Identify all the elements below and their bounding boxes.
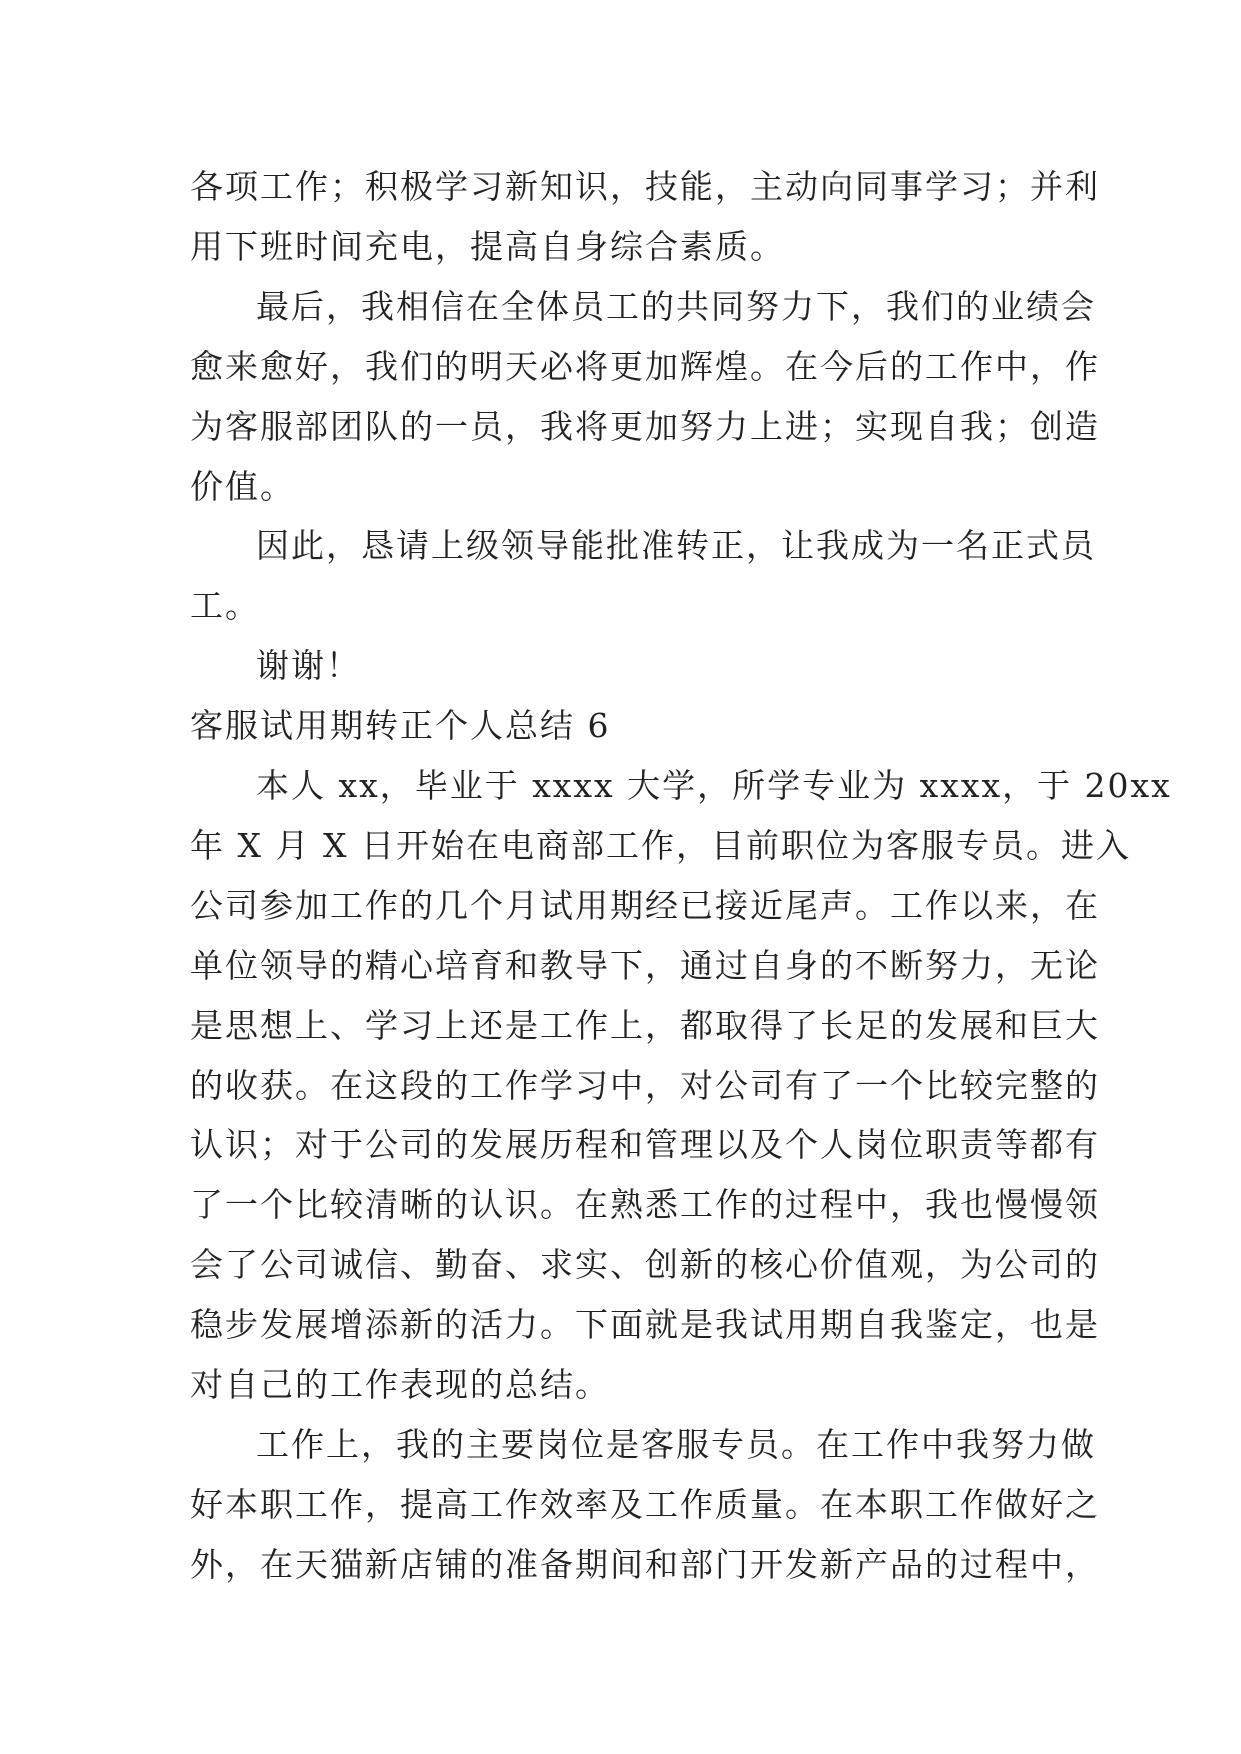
text-line: 公司参加工作的几个月试用期经已接近尾声。工作以来，在	[190, 886, 1100, 925]
text-line: 年 X 月 X 日开始在电商部工作，目前职位为客服专员。进入	[190, 826, 1131, 865]
text-line: 谢谢！	[256, 646, 361, 685]
text-line: 工作上，我的主要岗位是客服专员。在工作中我努力做	[256, 1425, 1096, 1464]
text-line: 愈来愈好，我们的明天必将更加辉煌。在今后的工作中，作	[190, 347, 1100, 386]
text-line: 因此，恳请上级领导能批准转正，让我成为一名正式员	[256, 526, 1096, 565]
text-line: 了一个比较清晰的认识。在熟悉工作的过程中，我也慢慢领	[190, 1185, 1100, 1224]
text-line: 认识；对于公司的发展历程和管理以及个人岗位职责等都有	[190, 1125, 1100, 1164]
text-line: 最后，我相信在全体员工的共同努力下，我们的业绩会	[256, 287, 1096, 326]
text-line: 是思想上、学习上还是工作上，都取得了长足的发展和巨大	[190, 1006, 1100, 1045]
text-line: 的收获。在这段的工作学习中，对公司有了一个比较完整的	[190, 1066, 1100, 1105]
text-line: 单位领导的精心培育和教导下，通过自身的不断努力，无论	[190, 946, 1100, 985]
text-line: 价值。	[190, 467, 295, 506]
text-line: 外，在天猫新店铺的准备期间和部门开发新产品的过程中，	[190, 1545, 1100, 1584]
text-line: 好本职工作，提高工作效率及工作质量。在本职工作做好之	[190, 1485, 1100, 1524]
section-heading: 客服试用期转正个人总结 6	[190, 706, 611, 745]
text-line: 稳步发展增添新的活力。下面就是我试用期自我鉴定，也是	[190, 1305, 1100, 1344]
text-line: 为客服部团队的一员，我将更加努力上进；实现自我；创造	[190, 407, 1100, 446]
text-line: 本人 xx，毕业于 xxxx 大学，所学专业为 xxxx，于 20xx	[256, 766, 1172, 805]
text-line: 各项工作；积极学习新知识，技能，主动向同事学习；并利	[190, 167, 1100, 206]
text-line: 用下班时间充电，提高自身综合素质。	[190, 227, 785, 266]
text-line: 工。	[190, 586, 260, 625]
text-line: 对自己的工作表现的总结。	[190, 1365, 610, 1404]
text-line: 会了公司诚信、勤奋、求实、创新的核心价值观，为公司的	[190, 1245, 1100, 1284]
